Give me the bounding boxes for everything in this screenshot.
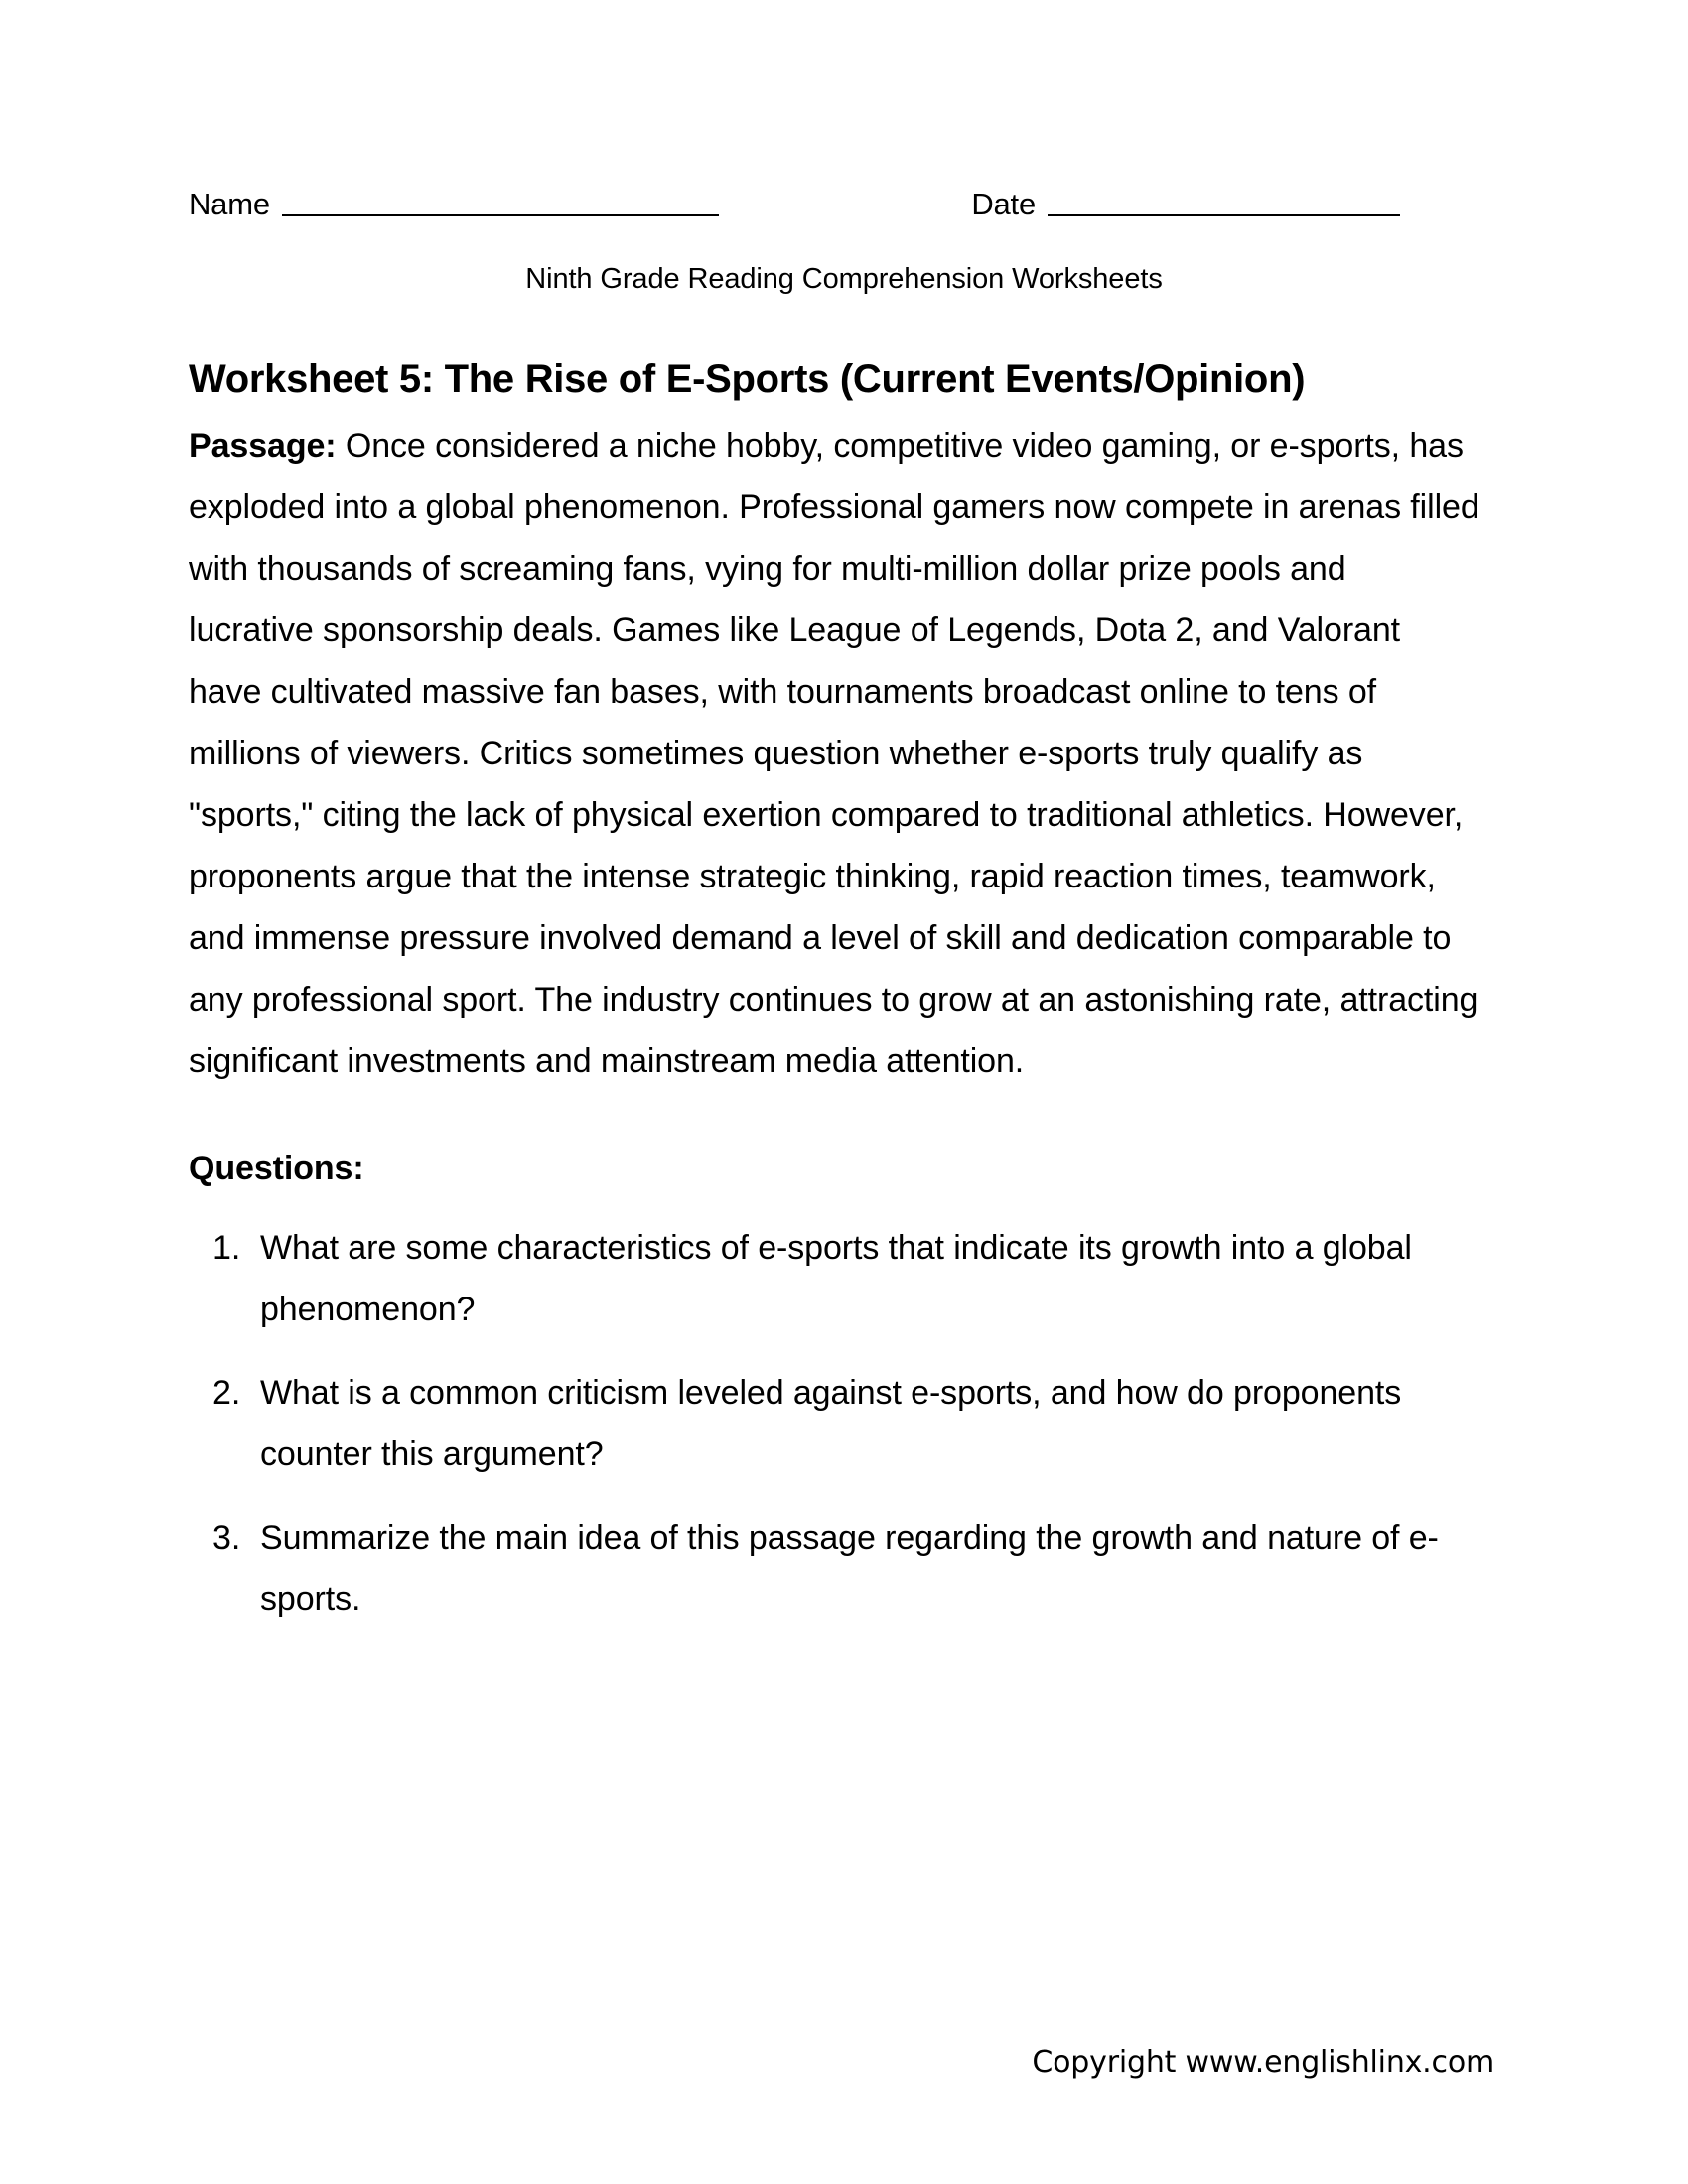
name-field xyxy=(189,189,719,219)
worksheet-subtitle: Ninth Grade Reading Comprehension Worksheets xyxy=(525,263,1163,295)
name-write-line[interactable] xyxy=(282,214,719,216)
questions-list xyxy=(189,1217,1479,1630)
list-item xyxy=(189,1217,1479,1340)
date-label: Date xyxy=(971,187,1036,221)
date-field xyxy=(971,189,1400,219)
copyright-footer: Copyright www.englishlinx.com xyxy=(1032,2045,1494,2080)
question-text: What is a common criticism leveled against e-sports, and how do proponents counter this argument? xyxy=(260,1374,1402,1473)
name-label: Name xyxy=(189,187,270,221)
passage-text: Once considered a niche hobby, competitive video gaming, or e-sports, has exploded into a global phenomenon. Professional gamers now compete in arenas filled with thousands of screaming fans, vying for multi-million dollar prize pools and lucrative sponsorship deals. Games like League of Legends, Dota 2, and Valorant have cultivated massive fan bases, with tournaments broadcast online to tens of millions of viewers. Critics sometimes question whether e-sports truly qualify as "sports," citing the lack of physical exertion compared to traditional athletics. However, proponents argue that the intense strategic thinking, rapid reaction times, teamwork, and immense pressure involved demand a level of skill and dedication comparable to any professional sport. The industry continues to grow at an astonishing rate, attracting significant investments and mainstream media attention. xyxy=(189,427,1479,1080)
worksheet-body xyxy=(189,415,1479,1630)
question-text: What are some characteristics of e-sports that indicate its growth into a global phenomenon? xyxy=(260,1229,1412,1328)
questions-heading: Questions: xyxy=(189,1150,364,1187)
date-write-line[interactable] xyxy=(1048,214,1400,216)
page-title: Worksheet 5: The Rise of E-Sports (Current Events/Opinion) xyxy=(189,356,1306,401)
question-text: Summarize the main idea of this passage regarding the growth and nature of e-sports. xyxy=(260,1519,1439,1618)
name-date-row xyxy=(189,189,1400,219)
list-item xyxy=(189,1507,1479,1630)
passage-paragraph xyxy=(189,415,1479,1092)
list-item xyxy=(189,1362,1479,1485)
passage-label: Passage: xyxy=(189,427,337,465)
